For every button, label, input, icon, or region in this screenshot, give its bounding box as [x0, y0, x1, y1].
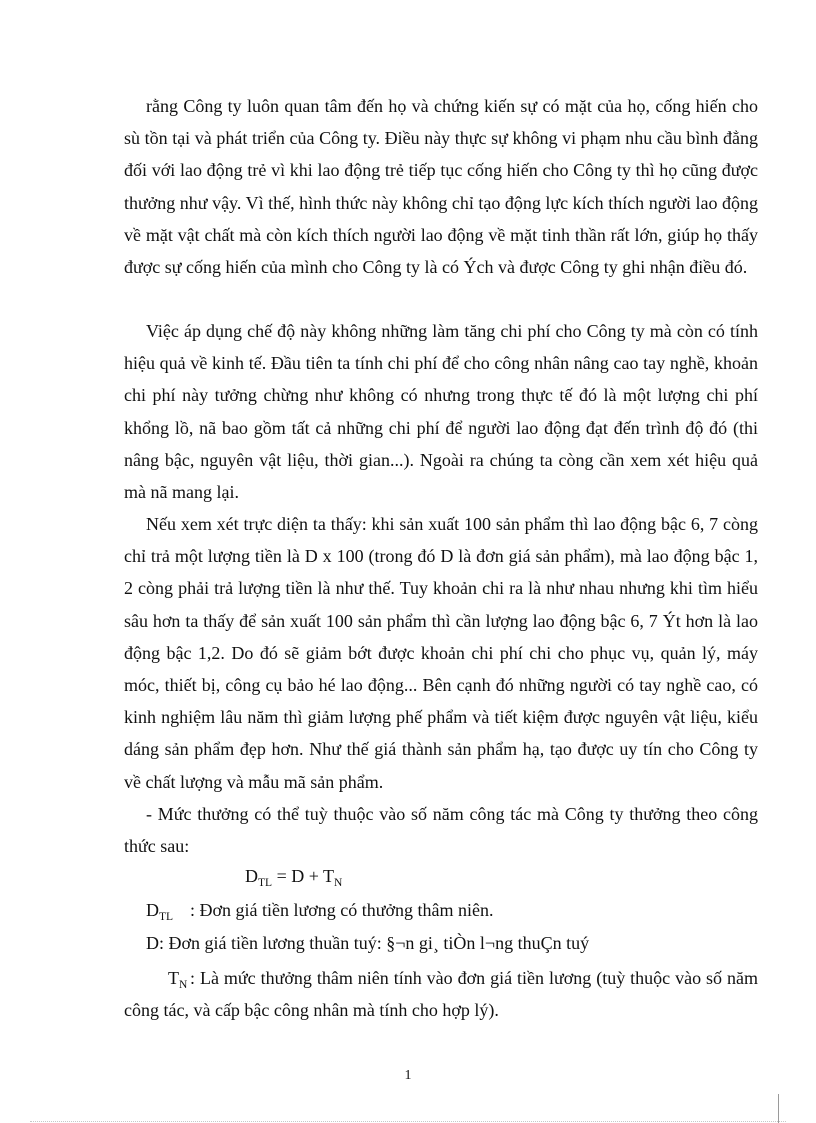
paragraph-1: rằng Công ty luôn quan tâm đến họ và chứng kiến sự có mặt của họ, cống hiến cho sù tồn tại và phát triển của Công ty. Điều này thực sự không vi phạm nhu cầu bình đẳng đối với lao động trẻ vì khi lao động trẻ tiếp tục cống hiến cho Công ty thì họ cũng được thưởng như vậy. Vì thế, hình thức này không chỉ tạo động lực kích thích người lao động về mặt vật chất mà còn kích thích người lao động về mặt tinh thần rất lớn, giúp họ thấy được sự cống hiến của mình cho Công ty là có Ých và được Công ty ghi nhận điều đó.: [124, 96, 758, 278]
page-bottom-border: [30, 1121, 786, 1122]
page-corner-line: [778, 1094, 779, 1123]
formula-rhs-sub: N: [334, 877, 343, 889]
definition-tn-text: : Là mức thưởng thâm niên tính vào đơn giá tiền lương (tuỳ thuộc vào số năm công tác, và cấp bậc công nhân mà tính cho hợp lý).: [124, 968, 758, 1021]
formula: [245, 866, 342, 887]
paragraph-4: - Mức thưởng có thể tuỳ thuộc vào số năm công tác mà Công ty thưởng theo công thức sau:: [124, 804, 758, 857]
definition-dtl-symbol: $D_{TL}$: [146, 900, 174, 923]
definition-dtl: [146, 900, 494, 921]
definition-tn: [124, 962, 758, 1026]
definition-dtl-text: : Đơn giá tiền lương có thưởng thâm niên.: [190, 900, 494, 920]
formula-middle: = D + T: [272, 866, 335, 886]
paragraph-2: Việc áp dụng chế độ này không những làm tăng chi phí cho Công ty mà còn có tính hiệu quả về kinh tế. Đầu tiên ta tính chi phí để cho công nhân nâng cao tay nghề, khoản chi phí này tưởng chừng như không có nhưng trong thực tế đó là một lượng chi phí khổng lồ, nã bao gồm tất cả những chi phí để người lao động đạt đến trình độ đó (thi nâng bậc, nguyên vật liệu, thời gian...). Ngoài ra chúng ta còng cần xem xét hiệu quả mà nã mang lại.: [124, 321, 758, 503]
definition-d: [146, 933, 589, 954]
definition-d-symbol: D:: [146, 933, 164, 953]
paragraph-3: Nếu xem xét trực diện ta thấy: khi sản xuất 100 sản phẩm thì lao động bậc 6, 7 còng chỉ trả một lượng tiền là D x 100 (trong đó D là đơn giá sản phẩm), mà lao động bậc 1, 2 còng phải trả lượng tiền là như thế. Tuy khoản chi ra là như nhau nhưng khi tìm hiểu sâu hơn ta thấy để sản xuất 100 sản phẩm thì cần lượng lao động bậc 6, 7 Ýt hơn là lao động bậc 1,2. Do đó sẽ giảm bớt được khoản chi phí chi cho phục vụ, quản lý, máy móc, thiết bị, công cụ bảo hé lao động... Bên cạnh đó những người có tay nghề cao, có kinh nghiệm lâu năm thì giảm lượng phế phẩm và tiết kiệm được nguyên vật liệu, kiểu dáng sản phẩm đẹp hơn. Như thế giá thành sản phẩm hạ, tạo được uy tín cho Công ty về chất lượng và mẫu mã sản phẩm.: [124, 514, 758, 792]
formula-lhs: D: [245, 866, 258, 886]
page-number: 1: [404, 1068, 412, 1083]
definition-d-text: Đơn giá tiền lương thuần tuý: §¬n gi¸ tiÒn l¬ng thuÇn tuý: [164, 933, 590, 953]
definition-tn-symbol: $T_N$: [168, 968, 188, 991]
formula-lhs-sub: TL: [258, 877, 273, 889]
